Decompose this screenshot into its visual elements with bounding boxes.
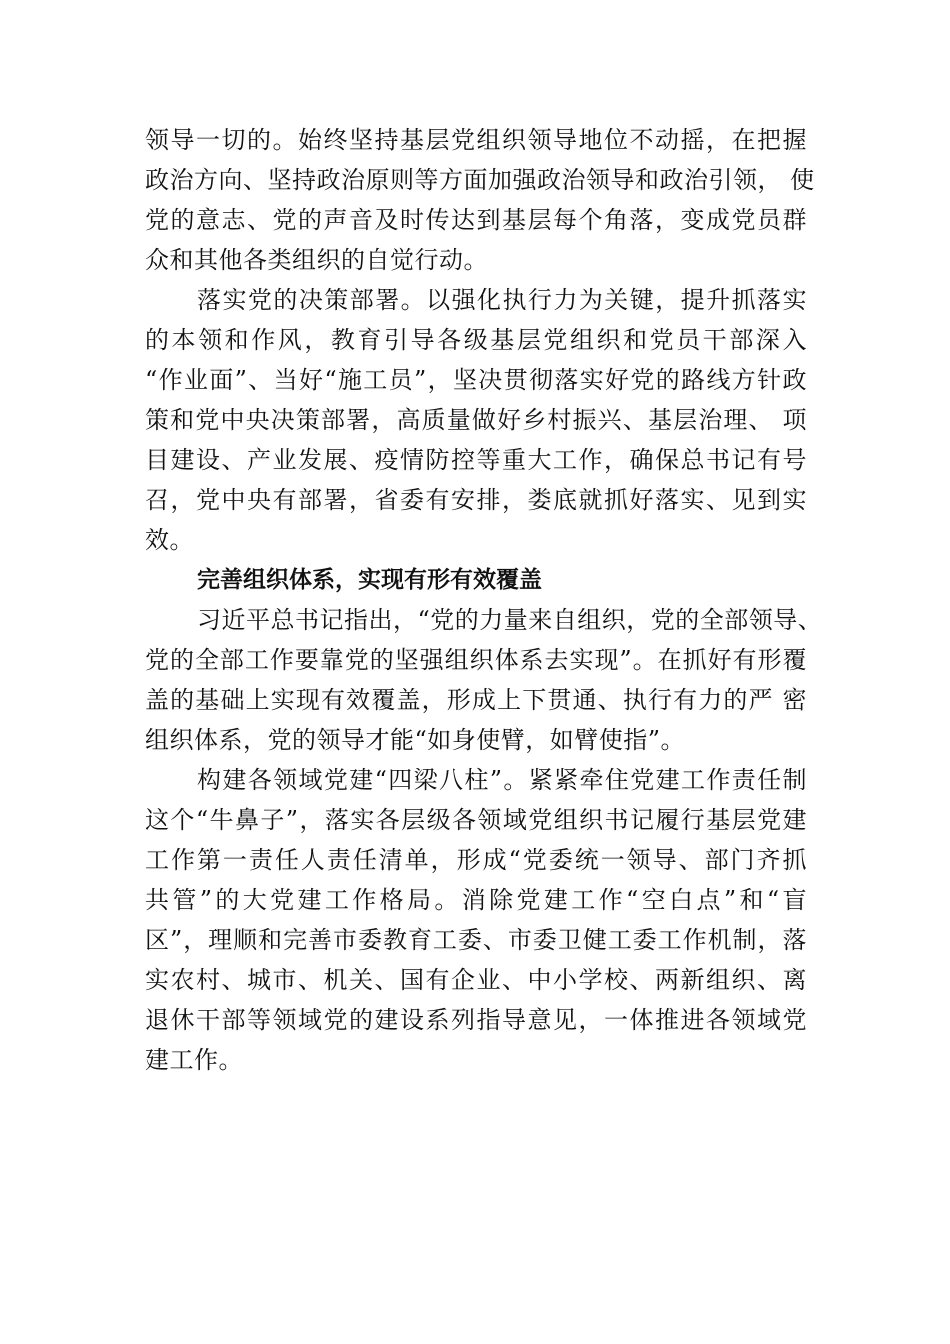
text-line: 目建设、产业发展、疫情防控等重大工作，确保总书记有号: [145, 446, 807, 474]
paragraph-party-building-framework: [145, 760, 807, 1080]
text-line: “作业面”、当好“施工员”，坚决贯彻落实好党的路线方针政: [145, 366, 807, 394]
text-line: 习近平总书记指出，“党的力量来自组织，党的全部领导、: [197, 606, 823, 634]
text-line: 建工作。: [145, 1046, 243, 1074]
text-line: 区”，理顺和完善市委教育工委、市委卫健工委工作机制，落: [145, 926, 807, 954]
text-line: 这个“牛鼻子”，落实各层级各领域党组织书记履行基层党建: [145, 806, 807, 834]
section-heading: 完善组织体系，实现有形有效覆盖: [197, 567, 542, 593]
text-line: 策和党中央决策部署，高质量做好乡村振兴、基层治理、 项: [145, 406, 807, 434]
text-line: 共管”的大党建工作格局。消除党建工作“空白点”和“盲: [145, 886, 807, 914]
text-line: 工作第一责任人责任清单，形成“党委统一领导、部门齐抓: [145, 846, 807, 874]
text-line: 众和其他各类组织的自觉行动。: [145, 246, 488, 274]
text-line: 政治方向、坚持政治原则等方面加强政治领导和政治引领， 使: [145, 166, 815, 194]
text-line: 组织体系，党的领导才能“如身使臂，如臂使指”。: [145, 726, 686, 754]
text-line: 实农村、城市、机关、国有企业、中小学校、两新组织、离: [145, 966, 807, 994]
text-line: 领导一切的。始终坚持基层党组织领导地位不动摇，在把握: [145, 126, 807, 154]
document-page: [145, 120, 823, 1080]
paragraph-party-leadership: [145, 120, 815, 280]
text-line: 盖的基础上实现有效覆盖，形成上下贯通、执行有力的严 密: [145, 686, 807, 714]
text-line: 效。: [145, 526, 194, 554]
text-line: 召，党中央有部署，省委有安排，娄底就抓好落实、见到实: [145, 486, 807, 514]
text-line: 退休干部等领域党的建设系列指导意见，一体推进各领域党: [145, 1006, 807, 1034]
paragraph-organization-system: [145, 600, 823, 760]
text-line: 党的全部工作要靠党的坚强组织体系去实现”。在抓好有形覆: [145, 646, 807, 674]
paragraph-implement-decisions: [145, 280, 807, 560]
text-line: 党的意志、党的声音及时传达到基层每个角落，变成党员群: [145, 206, 807, 234]
text-line: 落实党的决策部署。以强化执行力为关键，提升抓落实: [197, 286, 807, 314]
text-line: 构建各领域党建“四梁八柱”。紧紧牵住党建工作责任制: [197, 766, 807, 794]
text-line: 的本领和作风，教育引导各级基层党组织和党员干部深入: [145, 326, 807, 354]
